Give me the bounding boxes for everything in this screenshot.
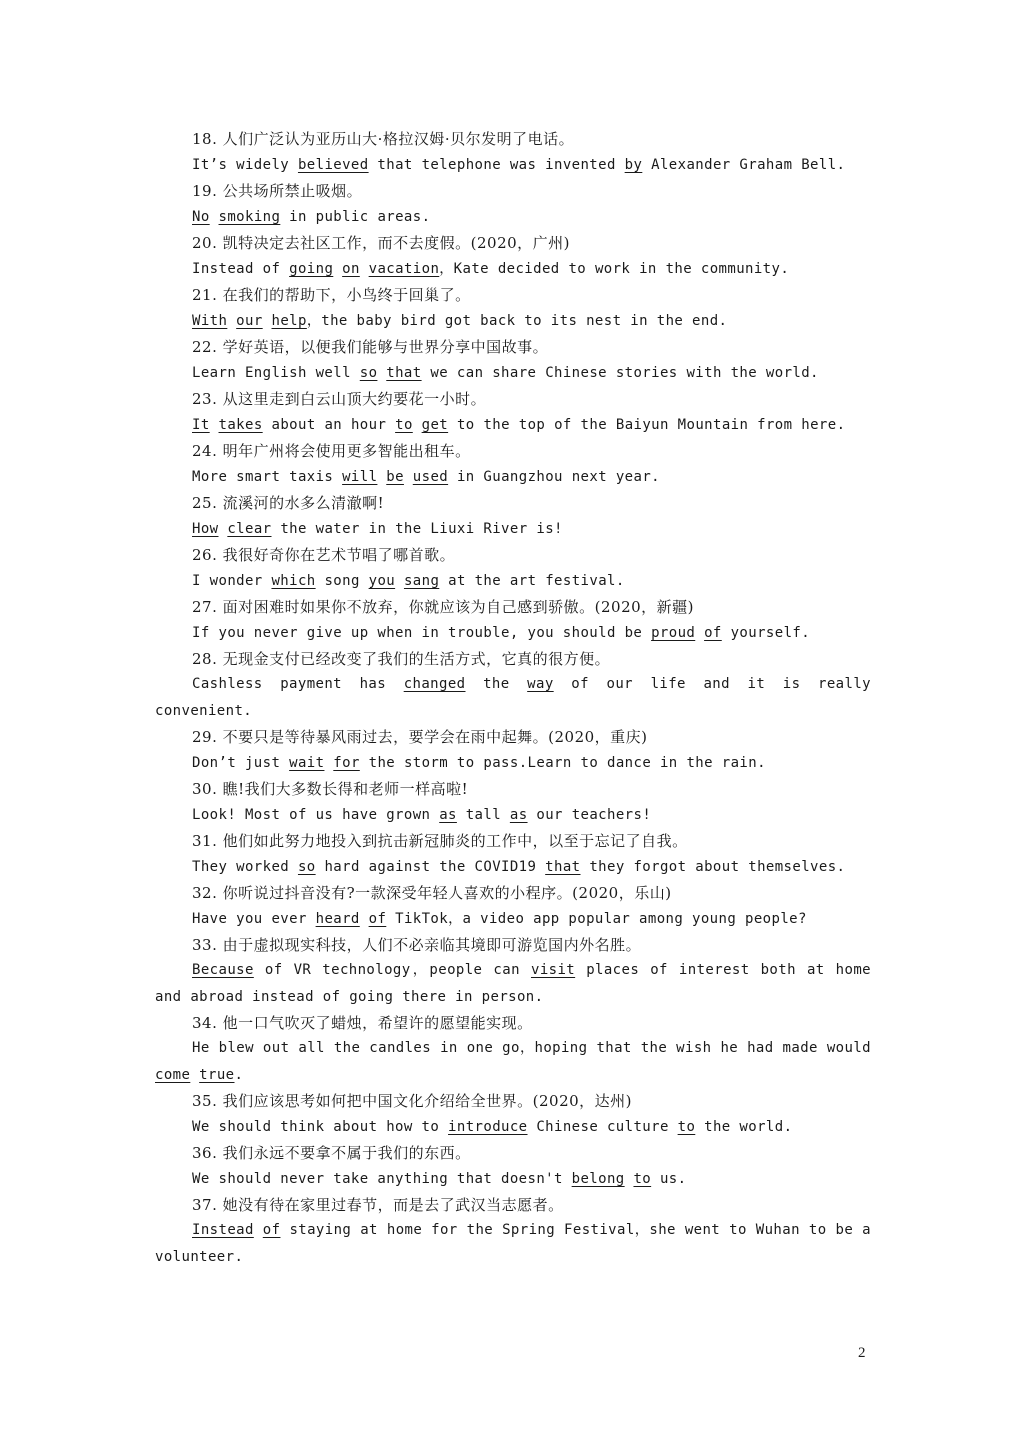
- sentence-text: [254, 1222, 263, 1238]
- sentence-text: staying at home for the Spring Festival，she went to Wuhan to be a volunteer.: [155, 1222, 871, 1265]
- answer-blank: so: [297, 859, 316, 875]
- sentence-text: [695, 625, 704, 641]
- answer-blank: to: [395, 417, 413, 433]
- sentence-text: [263, 313, 272, 329]
- sentence-text: Instead of: [192, 261, 290, 277]
- english-translation: [155, 801, 871, 829]
- english-translation: [155, 1217, 871, 1271]
- sentence-text: song: [315, 573, 369, 589]
- sentence-text: [190, 1067, 199, 1083]
- exercise-item: [155, 881, 871, 933]
- chinese-sentence: 36. 我们永远不要拿不属于我们的东西。: [192, 1144, 471, 1162]
- sentence-text: yourself.: [721, 625, 811, 641]
- sentence-text: we can share Chinese stories with the world.: [421, 365, 819, 381]
- answer-blank: for: [333, 755, 360, 771]
- exercise-item: [155, 725, 871, 777]
- sentence-text: It’s widely: [192, 157, 298, 173]
- exercise-item: [155, 829, 871, 881]
- sentence-text: More smart taxis: [192, 469, 343, 485]
- answer-blank: to: [677, 1119, 696, 1135]
- chinese-sentence: 21. 在我们的帮助下，小鸟终于回巢了。: [192, 286, 471, 304]
- answer-blank: be: [386, 469, 404, 485]
- chinese-sentence: 35. 我们应该思考如何把中国文化介绍给全世界。(2020，达州): [192, 1092, 633, 1110]
- answer-blank: used: [412, 469, 449, 485]
- sentence-text: at the art festival.: [439, 573, 625, 589]
- answer-blank: you: [368, 573, 396, 589]
- exercise-item: [155, 387, 871, 439]
- chinese-sentence: 28. 无现金支付已经改变了我们的生活方式，它真的很方便。: [192, 650, 611, 668]
- sentence-text: Learn English well: [192, 365, 360, 381]
- answer-blank: belong: [571, 1171, 625, 1187]
- exercise-item: [155, 231, 871, 283]
- sentence-text: Cashless payment has: [192, 676, 404, 692]
- answer-blank: will: [342, 469, 378, 485]
- chinese-sentence: 27. 面对困难时如果你不放弃，你就应该为自己感到骄傲。(2020，新疆): [192, 598, 695, 616]
- exercise-item: [155, 1089, 871, 1141]
- answer-blank: takes: [218, 417, 263, 433]
- english-translation: [155, 619, 871, 647]
- sentence-text: places of interest both at home and abroad instead of going there in person.: [155, 962, 871, 1005]
- sentence-text: of our life and it is really convenient.: [155, 676, 871, 719]
- sentence-text: that telephone was invented: [368, 157, 625, 173]
- sentence-text: they forgot about themselves.: [580, 859, 846, 875]
- sentence-text: We should think about how to: [192, 1119, 449, 1135]
- answer-blank: smoking: [218, 209, 281, 225]
- answer-blank: as: [439, 807, 457, 823]
- sentence-text: the world.: [695, 1119, 793, 1135]
- answer-blank: which: [271, 573, 316, 589]
- english-translation: [155, 1035, 871, 1089]
- english-translation: [155, 957, 871, 1011]
- sentence-text: Don’t just: [192, 755, 290, 771]
- english-translation: [155, 749, 871, 777]
- sentence-text: our teachers!: [527, 807, 652, 823]
- sentence-text: tall: [456, 807, 510, 823]
- sentence-text: We should never take anything that doesn't: [192, 1171, 572, 1187]
- exercise-item: [155, 179, 871, 231]
- answer-blank: that: [386, 365, 422, 381]
- sentence-text: If you never give up when in trouble, you should be: [192, 625, 652, 641]
- chinese-sentence: 20. 凯特决定去社区工作，而不去度假。(2020，广州): [192, 234, 571, 252]
- answer-blank: wait: [289, 755, 325, 771]
- english-translation: [155, 463, 871, 491]
- sentence-text: the: [465, 676, 528, 692]
- sentence-text: ，the baby bird got back to its nest in the end.: [306, 313, 728, 329]
- sentence-text: the water in the Liuxi River is!: [271, 521, 563, 537]
- sentence-text: He blew out all the candles in one go，hoping that the wish he had made would: [192, 1040, 871, 1056]
- english-translation: [155, 905, 871, 933]
- exercise-item: [155, 777, 871, 829]
- exercise-item: [155, 283, 871, 335]
- english-translation: [155, 671, 871, 725]
- chinese-sentence: 26. 我很好奇你在艺术节唱了哪首歌。: [192, 546, 456, 564]
- page-number: 2: [858, 1345, 866, 1361]
- sentence-text: Alexander Graham Bell.: [642, 157, 846, 173]
- sentence-text: [413, 417, 422, 433]
- sentence-text: Look! Most of us have grown: [192, 807, 440, 823]
- answer-blank: our: [236, 313, 263, 329]
- english-translation: [155, 1113, 871, 1141]
- english-translation: [155, 307, 871, 335]
- exercise-item: [155, 1141, 871, 1193]
- answer-blank: How: [192, 521, 219, 537]
- english-translation: [155, 151, 871, 179]
- answer-blank: With: [192, 313, 228, 329]
- answer-blank: No: [192, 209, 210, 225]
- chinese-sentence: 31. 他们如此努力地投入到抗击新冠肺炎的工作中，以至于忘记了自我。: [192, 832, 688, 850]
- answer-blank: of: [704, 625, 722, 641]
- chinese-sentence: 37. 她没有待在家里过春节，而是去了武汉当志愿者。: [192, 1196, 564, 1214]
- answer-blank: visit: [530, 962, 576, 978]
- sentence-text: [324, 755, 333, 771]
- answer-blank: by: [624, 157, 643, 173]
- answer-blank: get: [421, 417, 449, 433]
- chinese-sentence: 32. 你听说过抖音没有?一款深受年轻人喜欢的小程序。(2020，乐山): [192, 884, 672, 902]
- sentence-text: [210, 209, 219, 225]
- answer-blank: of: [368, 911, 387, 927]
- english-translation: [155, 203, 871, 231]
- answer-blank: Instead: [192, 1222, 254, 1238]
- answer-blank: of: [262, 1222, 281, 1238]
- sentence-text: Chinese culture: [527, 1119, 678, 1135]
- chinese-sentence: 24. 明年广州将会使用更多智能出租车。: [192, 442, 471, 460]
- sentence-text: in Guangzhou next year.: [448, 469, 660, 485]
- answer-blank: vacation: [368, 261, 440, 277]
- chinese-sentence: 33. 由于虚拟现实科技，人们不必亲临其境即可游览国内外名胜。: [192, 936, 642, 954]
- sentence-text: the storm to pass.Learn to dance in the rain.: [359, 755, 766, 771]
- english-translation: [155, 515, 871, 543]
- exercise-list: [155, 127, 871, 1271]
- sentence-text: [333, 261, 342, 277]
- english-translation: [155, 255, 871, 283]
- answer-blank: so: [359, 365, 378, 381]
- answer-blank: true: [199, 1067, 235, 1083]
- sentence-text: I wonder: [192, 573, 272, 589]
- exercise-item: [155, 933, 871, 1011]
- answer-blank: that: [545, 859, 581, 875]
- sentence-text: about an hour: [262, 417, 396, 433]
- exercise-item: [155, 1193, 871, 1271]
- sentence-text: They worked: [192, 859, 298, 875]
- exercise-item: [155, 647, 871, 725]
- answer-blank: believed: [297, 157, 369, 173]
- sentence-text: in public areas.: [280, 209, 431, 225]
- answer-blank: changed: [403, 676, 466, 692]
- answer-blank: It: [192, 417, 210, 433]
- sentence-text: TikTok，a video app popular among young people?: [386, 911, 807, 927]
- chinese-sentence: 30. 瞧!我们大多数长得和老师一样高啦!: [192, 780, 469, 798]
- sentence-text: [377, 365, 386, 381]
- sentence-text: to the top of the Baiyun Mountain from here.: [448, 417, 846, 433]
- exercise-item: [155, 543, 871, 595]
- answer-blank: heard: [315, 911, 360, 927]
- chinese-sentence: 23. 从这里走到白云山顶大约要花一小时。: [192, 390, 487, 408]
- english-translation: [155, 567, 871, 595]
- answer-blank: sang: [403, 573, 440, 589]
- answer-blank: introduce: [448, 1119, 528, 1135]
- sentence-text: Have you ever: [192, 911, 316, 927]
- sentence-text: [360, 911, 369, 927]
- answer-blank: on: [342, 261, 360, 277]
- answer-blank: come: [155, 1067, 191, 1083]
- chinese-sentence: 34. 他一口气吹灭了蜡烛，希望许的愿望能实现。: [192, 1014, 533, 1032]
- exercise-item: [155, 127, 871, 179]
- english-translation: [155, 411, 871, 439]
- sentence-text: us.: [651, 1171, 687, 1187]
- answer-blank: as: [509, 807, 528, 823]
- sentence-text: [404, 469, 413, 485]
- exercise-item: [155, 335, 871, 387]
- sentence-text: [395, 573, 404, 589]
- answer-blank: to: [633, 1171, 652, 1187]
- english-translation: [155, 853, 871, 881]
- exercise-item: [155, 1011, 871, 1089]
- sentence-text: ，Kate decided to work in the community.: [439, 261, 790, 277]
- sentence-text: .: [234, 1067, 244, 1083]
- answer-blank: clear: [227, 521, 272, 537]
- answer-blank: going: [289, 261, 334, 277]
- sentence-text: [360, 261, 369, 277]
- chinese-sentence: 19. 公共场所禁止吸烟。: [192, 182, 363, 200]
- exercise-item: [155, 491, 871, 543]
- answer-blank: help: [271, 313, 307, 329]
- sentence-text: [210, 417, 219, 433]
- english-translation: [155, 1165, 871, 1193]
- chinese-sentence: 22. 学好英语，以便我们能够与世界分享中国故事。: [192, 338, 549, 356]
- english-translation: [155, 359, 871, 387]
- chinese-sentence: 29. 不要只是等待暴风雨过去，要学会在雨中起舞。(2020，重庆): [192, 728, 648, 746]
- answer-blank: proud: [651, 625, 696, 641]
- sentence-text: of VR technology，people can: [253, 962, 531, 978]
- chinese-sentence: 18. 人们广泛认为亚历山大·格拉汉姆·贝尔发明了电话。: [192, 130, 575, 148]
- sentence-text: hard against the COVID19: [315, 859, 546, 875]
- sentence-text: [227, 313, 236, 329]
- answer-blank: way: [527, 676, 554, 692]
- answer-blank: Because: [192, 962, 254, 978]
- chinese-sentence: 25. 流溪河的水多么清澈啊!: [192, 494, 385, 512]
- exercise-item: [155, 439, 871, 491]
- sentence-text: [377, 469, 386, 485]
- exercise-item: [155, 595, 871, 647]
